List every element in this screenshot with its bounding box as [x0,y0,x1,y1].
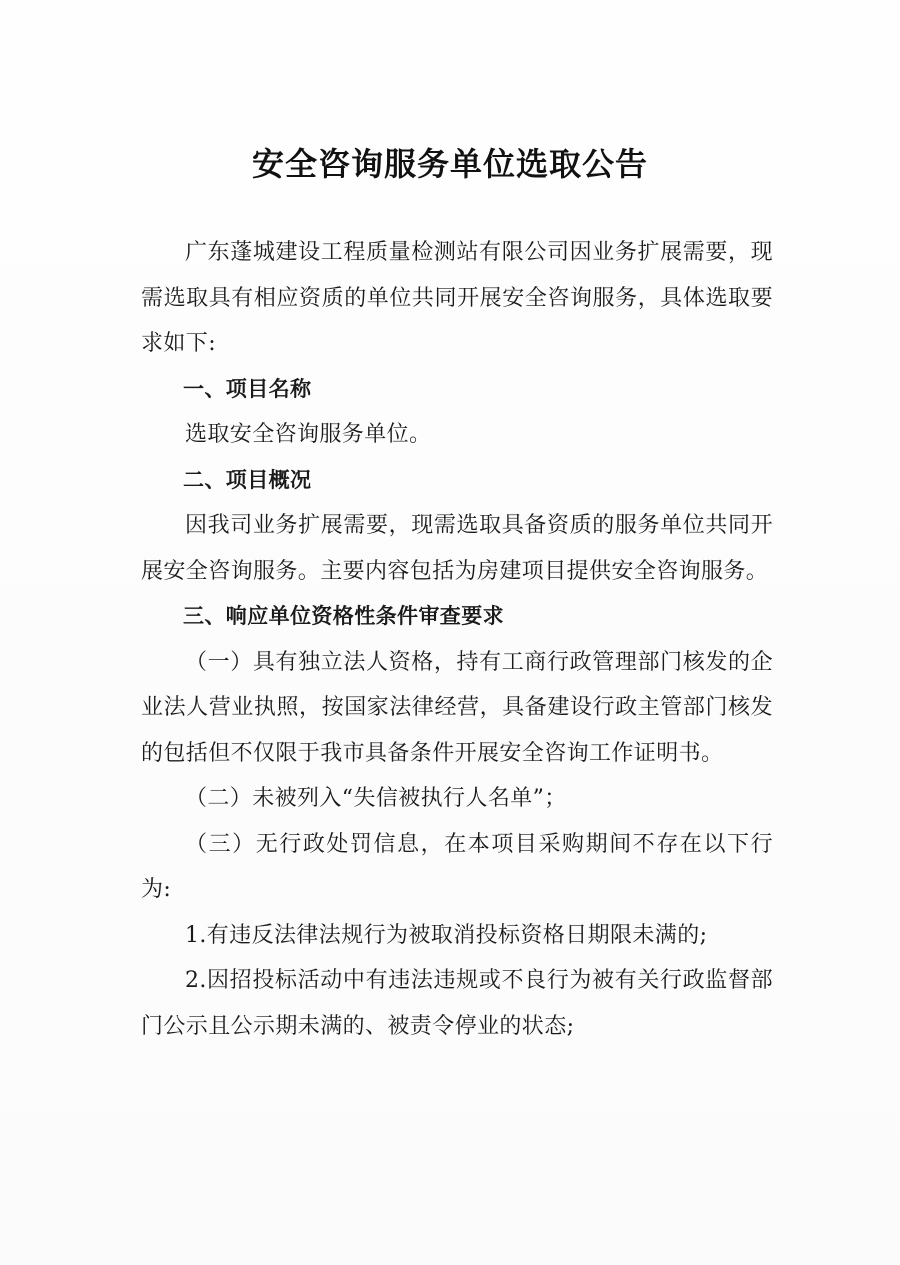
qualification-item-1: （一）具有独立法人资格，持有工商行政管理部门核发的企业法人营业执照，按国家法律经营，具备建设行政主管部门核发的包括但不仅限于我市具备条件开展安全咨询工作证明书。 [141,649,773,766]
intro-paragraph: 广东蓬城建设工程质量检测站有限公司因业务扩展需要，现需选取具有相应资质的单位共同开展安全咨询服务，具体选取要求如下: [141,240,773,356]
qualification-item-2: （二）未被列入“失信被执行人名单”； [185,786,567,811]
section-heading-qualification: 三、响应单位资格性条件审查要求 [183,604,504,628]
document-title: 安全咨询服务单位选取公告 [251,145,648,184]
section-heading-project-overview: 二、项目概况 [183,467,312,492]
section-content-project-overview: 因我司业务扩展需要，现需选取具备资质的服务单位共同开展安全咨询服务。主要内容包括为房建项目提供安全咨询服务。 [141,513,773,584]
section-content-project-name: 选取安全咨询服务单位。 [185,422,432,447]
document-body [141,230,773,1049]
qualification-subitem-2: 2.因招投标活动中有违法违规或不良行为被有关行政监督部门公示且公示期未满的、被责令停业的状态; [141,968,773,1039]
section-heading-project-name: 一、项目名称 [183,376,312,401]
qualification-subitem-1: 1.有违反法律法规行为被取消投标资格日期限未满的; [185,922,708,948]
qualification-item-3: （三）无行政处罚信息，在本项目采购期间不存在以下行为: [141,831,773,902]
